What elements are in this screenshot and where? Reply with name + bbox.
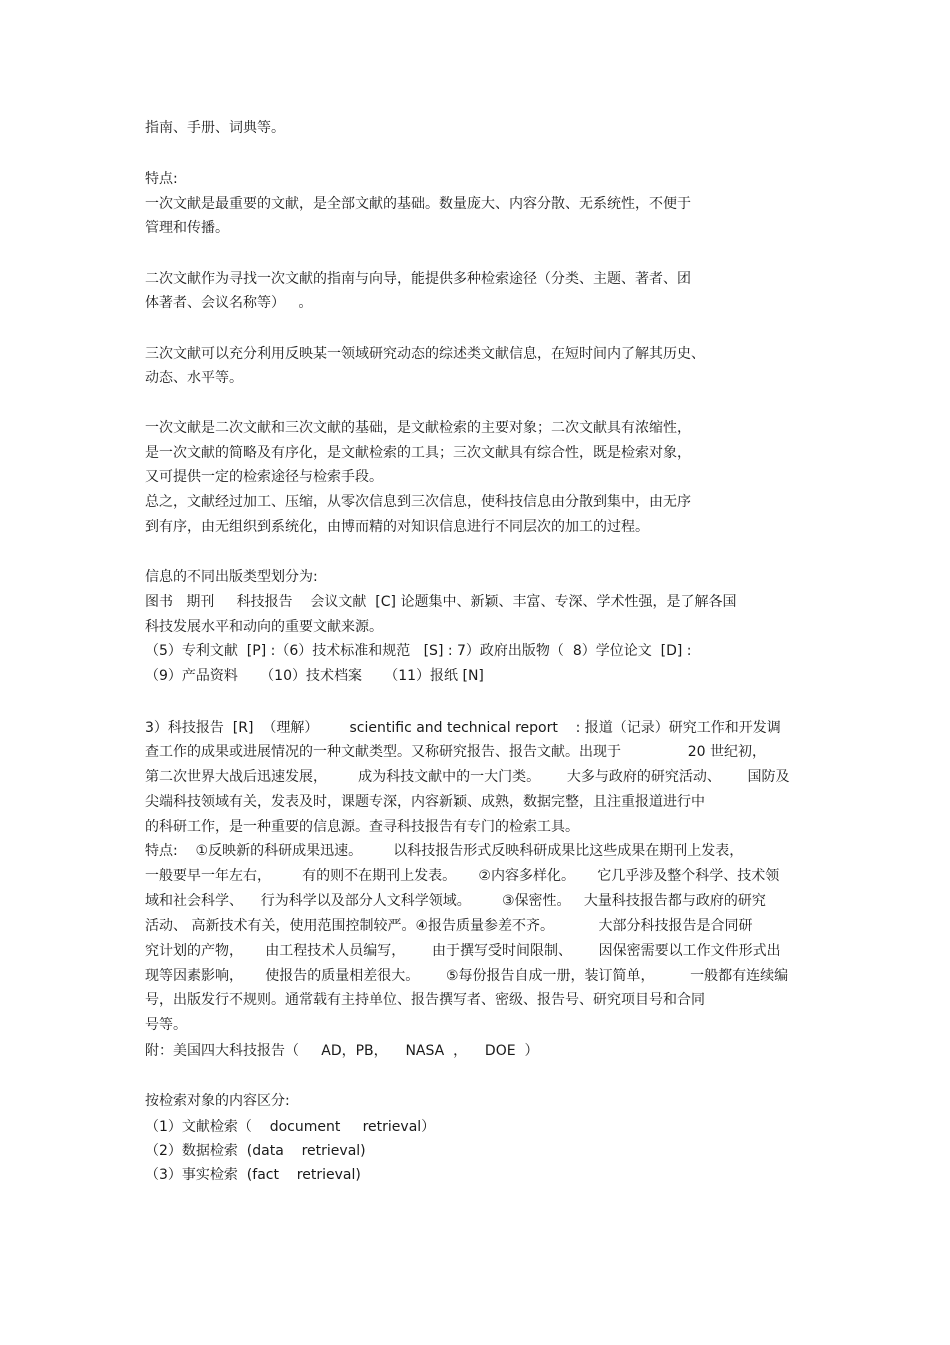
text-line: 一次文献是最重要的文献，是全部文献的基础。数量庞大、内容分散、无系统性，不便于 xyxy=(145,196,691,212)
text-line: 究计划的产物， 由工程技术人员编写， 由于撰写受时间限制、 因保密需要以工作文件形式出 xyxy=(145,943,781,959)
text-line: 信息的不同出版类型划分为: xyxy=(145,569,318,585)
text-line: 第二次世界大战后迅速发展， 成为科技文献中的一大门类。 大多与政府的研究活动、 国防及 xyxy=(145,769,790,785)
text-line: 体著者、会议名称等） 。 xyxy=(145,295,313,311)
text-line: （2）数据检索 (data retrieval) xyxy=(145,1143,366,1159)
text-line: 是一次文献的简略及有序化，是文献检索的工具；三次文献具有综合性，既是检索对象， xyxy=(145,445,691,461)
text-line: （3）事实检索 (fact retrieval) xyxy=(145,1167,361,1183)
text-line: 动态、水平等。 xyxy=(145,370,243,386)
text-line: 管理和传播。 xyxy=(145,220,229,236)
text-line: 3）科技报告 [R] （理解） scientific and technical report : 报道（记录）研究工作和开发调 xyxy=(145,720,781,736)
text-line: （1）文献检索（ document retrieval） xyxy=(145,1119,436,1135)
text-line: （5）专利文献 [P] :（6）技术标准和规范 [S] : 7）政府出版物（ 8）学位论文 [D] : xyxy=(145,643,692,659)
text-line: 一般要早一年左右， 有的则不在期刊上发表。 ②内容多样化。 它几乎涉及整个科学、技术领 xyxy=(145,868,780,884)
text-line: 按检索对象的内容区分: xyxy=(145,1093,290,1109)
text-line: 一次文献是二次文献和三次文献的基础，是文献检索的主要对象；二次文献具有浓缩性， xyxy=(145,420,691,436)
text-line: 尖端科技领域有关，发表及时，课题专深，内容新颖、成熟，数据完整，且注重报道进行中 xyxy=(145,794,705,810)
text-line: 附：美国四大科技报告（ AD，PB， NASA ， DOE ） xyxy=(145,1043,539,1059)
text-line: 到有序，由无组织到系统化，由博而精的对知识信息进行不同层次的加工的过程。 xyxy=(145,519,649,535)
text-line: 二次文献作为寻找一次文献的指南与向导，能提供多种检索途径（分类、主题、著者、团 xyxy=(145,271,691,287)
text-line: 现等因素影响， 使报告的质量相差很大。 ⑤每份报告自成一册，装订简单， 一般都有连续编 xyxy=(145,968,789,984)
text-line: 科技发展水平和动向的重要文献来源。 xyxy=(145,619,383,635)
text-line: 域和社会科学、 行为科学以及部分人文科学领域。 ③保密性。 大量科技报告都与政府的研究 xyxy=(145,893,766,909)
text-line: （9）产品资料 （10）技术档案 （11）报纸 [N] xyxy=(145,668,484,684)
text-line: 查工作的成果或进展情况的一种文献类型。又称研究报告、报告文献。出现于 20 世纪初， xyxy=(145,744,767,760)
text-line: 又可提供一定的检索途径与检索手段。 xyxy=(145,469,383,485)
text-line: 的科研工作，是一种重要的信息源。查寻科技报告有专门的检索工具。 xyxy=(145,819,579,835)
text-line: 三次文献可以充分利用反映某一领域研究动态的综述类文献信息，在短时间内了解其历史、 xyxy=(145,346,705,362)
text-line: 指南、手册、词典等。 xyxy=(145,120,285,136)
text-line: 图书 期刊 科技报告 会议文献 [C] 论题集中、新颖、丰富、专深、学术性强，是了解各国 xyxy=(145,594,737,610)
text-line: 号，出版发行不规则。通常载有主持单位、报告撰写者、密级、报告号、研究项目号和合同 xyxy=(145,992,705,1008)
text-line: 活动、 高新技术有关，使用范围控制较严。④报告质量参差不齐。 大部分科技报告是合同研 xyxy=(145,918,753,934)
text-line: 特点: xyxy=(145,171,178,187)
text-line: 特点: ①反映新的科研成果迅速。 以科技报告形式反映科研成果比这些成果在期刊上发表， xyxy=(145,843,744,859)
text-line: 总之，文献经过加工、压缩，从零次信息到三次信息，使科技信息由分散到集中，由无序 xyxy=(145,494,691,510)
text-line: 号等。 xyxy=(145,1017,187,1033)
